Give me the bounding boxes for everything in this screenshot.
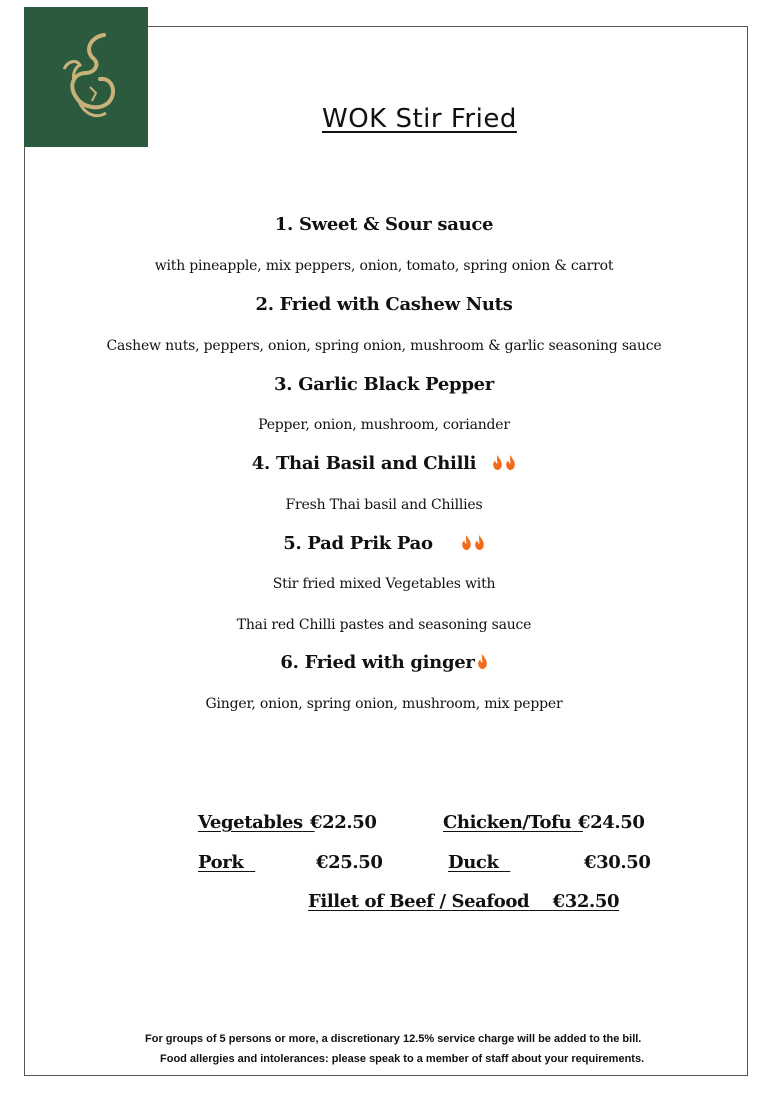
dish-desc-4: Fresh Thai basil and Chillies — [285, 497, 483, 513]
price-value-chicken-tofu: €24.50 — [578, 812, 645, 833]
swan-logo-icon — [24, 7, 148, 147]
dish-heading-6: 6. Fried with ginger — [0, 652, 768, 674]
price-beef-seafood — [308, 891, 619, 912]
dish-heading-1: 1. Sweet & Sour sauce — [274, 214, 494, 235]
price-label-beef-seafood: Fillet of Beef / Seafood — [308, 891, 530, 912]
price-label-chicken-tofu: Chicken/Tofu — [443, 812, 572, 833]
price-value-duck: €30.50 — [584, 852, 651, 873]
service-charge-note: For groups of 5 persons or more, a discretionary 12.5% service charge will be added to the bill. — [145, 1033, 642, 1045]
flame-icon — [461, 534, 472, 555]
menu-title: WOK Stir Fried — [322, 104, 517, 134]
flame-icon — [474, 534, 485, 555]
price-duck — [448, 852, 651, 873]
dish-desc-1: with pineapple, mix peppers, onion, tomato, spring onion & carrot — [154, 258, 614, 274]
price-value-vegetables: €22.50 — [310, 812, 377, 833]
dish-desc-3: Pepper, onion, mushroom, coriander — [258, 417, 510, 433]
dish-heading-2: 2. Fried with Cashew Nuts — [255, 294, 513, 315]
dish-desc-6: Ginger, onion, spring onion, mushroom, mix pepper — [205, 696, 563, 712]
price-label-pork: Pork — [198, 852, 244, 873]
price-label-vegetables: Vegetables — [198, 812, 303, 833]
dish-desc-2: Cashew nuts, peppers, onion, spring onion, mushroom & garlic seasoning sauce — [106, 338, 662, 354]
dish-heading-4: 4. Thai Basil and Chilli — [0, 453, 768, 475]
price-value-pork: €25.50 — [316, 852, 383, 873]
dish-desc-5-line-1: Stir fried mixed Vegetables with — [272, 576, 496, 592]
price-vegetables — [198, 812, 377, 833]
chilli-rating-5 — [459, 533, 485, 554]
dish-heading-3: 3. Garlic Black Pepper — [274, 374, 494, 395]
dish-heading-5: 5. Pad Prik Pao — [0, 533, 768, 555]
chilli-rating-4 — [490, 453, 516, 474]
price-label-duck: Duck — [448, 852, 499, 873]
flame-icon — [477, 653, 488, 674]
allergy-note: Food allergies and intolerances: please speak to a member of staff about your requirements. — [160, 1053, 645, 1065]
flame-icon — [505, 454, 516, 475]
restaurant-logo — [24, 7, 148, 147]
price-pork — [198, 852, 383, 873]
price-value-beef-seafood: €32.50 — [552, 891, 620, 912]
price-chicken-tofu — [443, 812, 645, 833]
dish-desc-5-line-2: Thai red Chilli pastes and seasoning sauce — [236, 617, 532, 633]
flame-icon — [492, 454, 503, 475]
